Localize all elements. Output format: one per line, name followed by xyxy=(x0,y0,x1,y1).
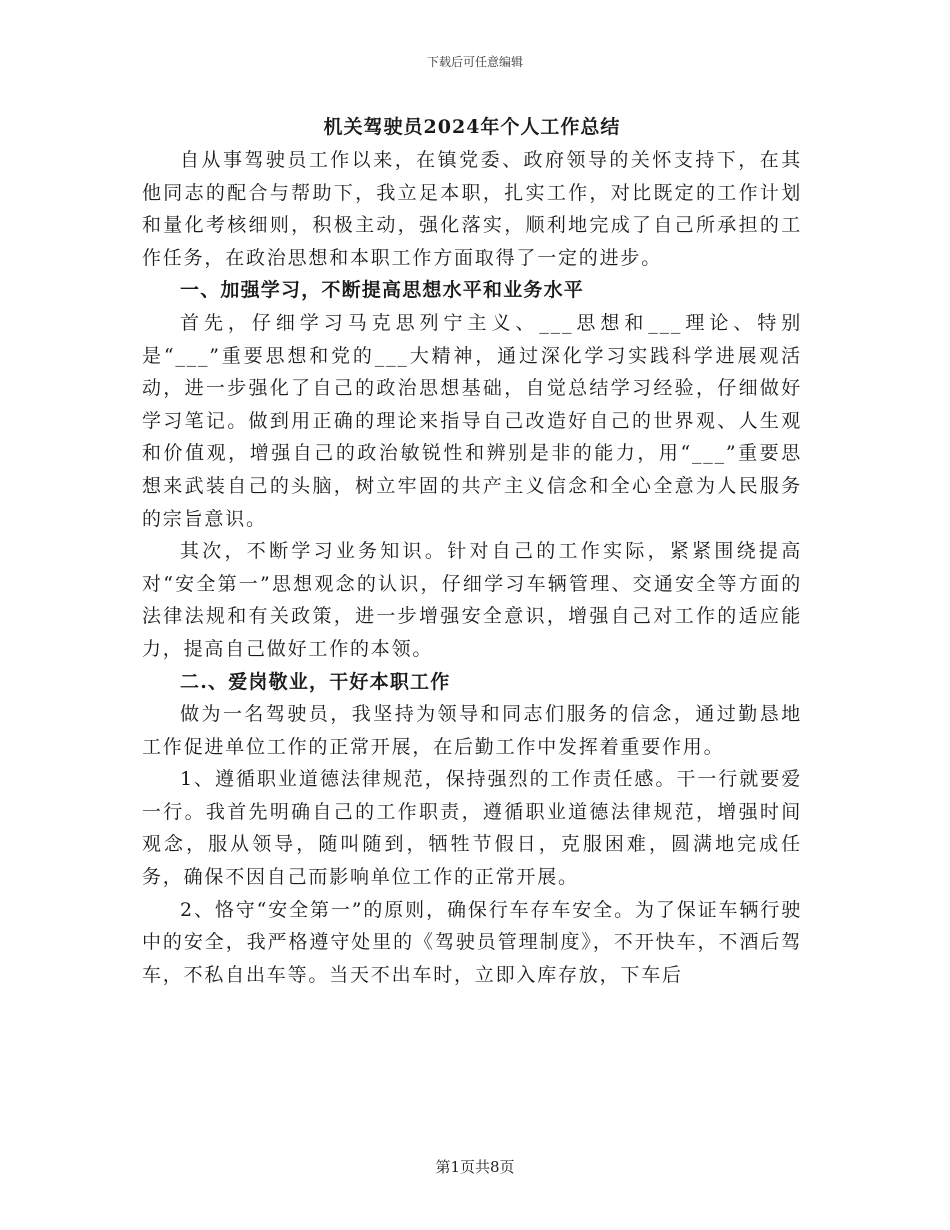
body-paragraph: 1、遵循职业道德法律规范，保持强烈的工作责任感。干一行就要爱一行。我首先明确自己的工作职责，遵循职业道德法律规范，增强时间观念，服从领导，随叫随到，牺牲节假日，克服困难，圆满地完成任务，确保不因自己而影响单位工作的正常开展。 xyxy=(142,768,802,889)
page-footer: 第1页共8页 xyxy=(435,1158,515,1176)
section-heading-2: 二.、爱岗敬业，干好本职工作 xyxy=(180,670,451,693)
body-paragraph: 做为一名驾驶员，我坚持为领导和同志们服务的信念，通过勤恳地工作促进单位工作的正常开展，在后勤工作中发挥着重要作用。 xyxy=(142,703,802,758)
header-note: 下载后可任意编辑 xyxy=(426,55,523,69)
section-heading-1: 一、加强学习，不断提高思想水平和业务水平 xyxy=(180,279,585,302)
body-paragraph: 2、恪守“安全第一”的原则，确保行车存车安全。为了保证车辆行驶中的安全，我严格遵守处里的《驾驶员管理制度》，不开快车，不酒后驾车，不私自出车等。当天不出车时，立即入库存放，下车后 xyxy=(142,898,802,986)
body-paragraph: 首先，仔细学习马克思列宁主义、___思想和___理论、特别是“___”重要思想和党的___大精神，通过深化学习实践科学进展观活动，进一步强化了自己的政治思想基础，自觉总结学习经验，仔细做好学习笔记。做到用正确的理论来指导自己改造好自己的世界观、人生观和价值观，增强自己的政治敏锐性和辨别是非的能力，用“___”重要思想来武装自己的头脑，树立牢固的共产主义信念和全心全意为人民服务的宗旨意识。 xyxy=(142,311,802,530)
body-paragraph: 其次，不断学习业务知识。针对自己的工作实际，紧紧围绕提高对“安全第一”思想观念的认识，仔细学习车辆管理、交通安全等方面的法律法规和有关政策，进一步增强安全意识，增强自己对工作的适应能力，提高自己做好工作的本领。 xyxy=(142,540,802,660)
document-body xyxy=(142,112,802,991)
intro-paragraph: 自从事驾驶员工作以来，在镇党委、政府领导的关怀支持下，在其他同志的配合与帮助下，我立足本职，扎实工作，对比既定的工作计划和量化考核细则，积极主动，强化落实，顺利地完成了自己所承担的工作任务，在政治思想和本职工作方面取得了一定的进步。 xyxy=(142,149,802,269)
document-title: 机关驾驶员2024年个人工作总结 xyxy=(323,116,621,138)
